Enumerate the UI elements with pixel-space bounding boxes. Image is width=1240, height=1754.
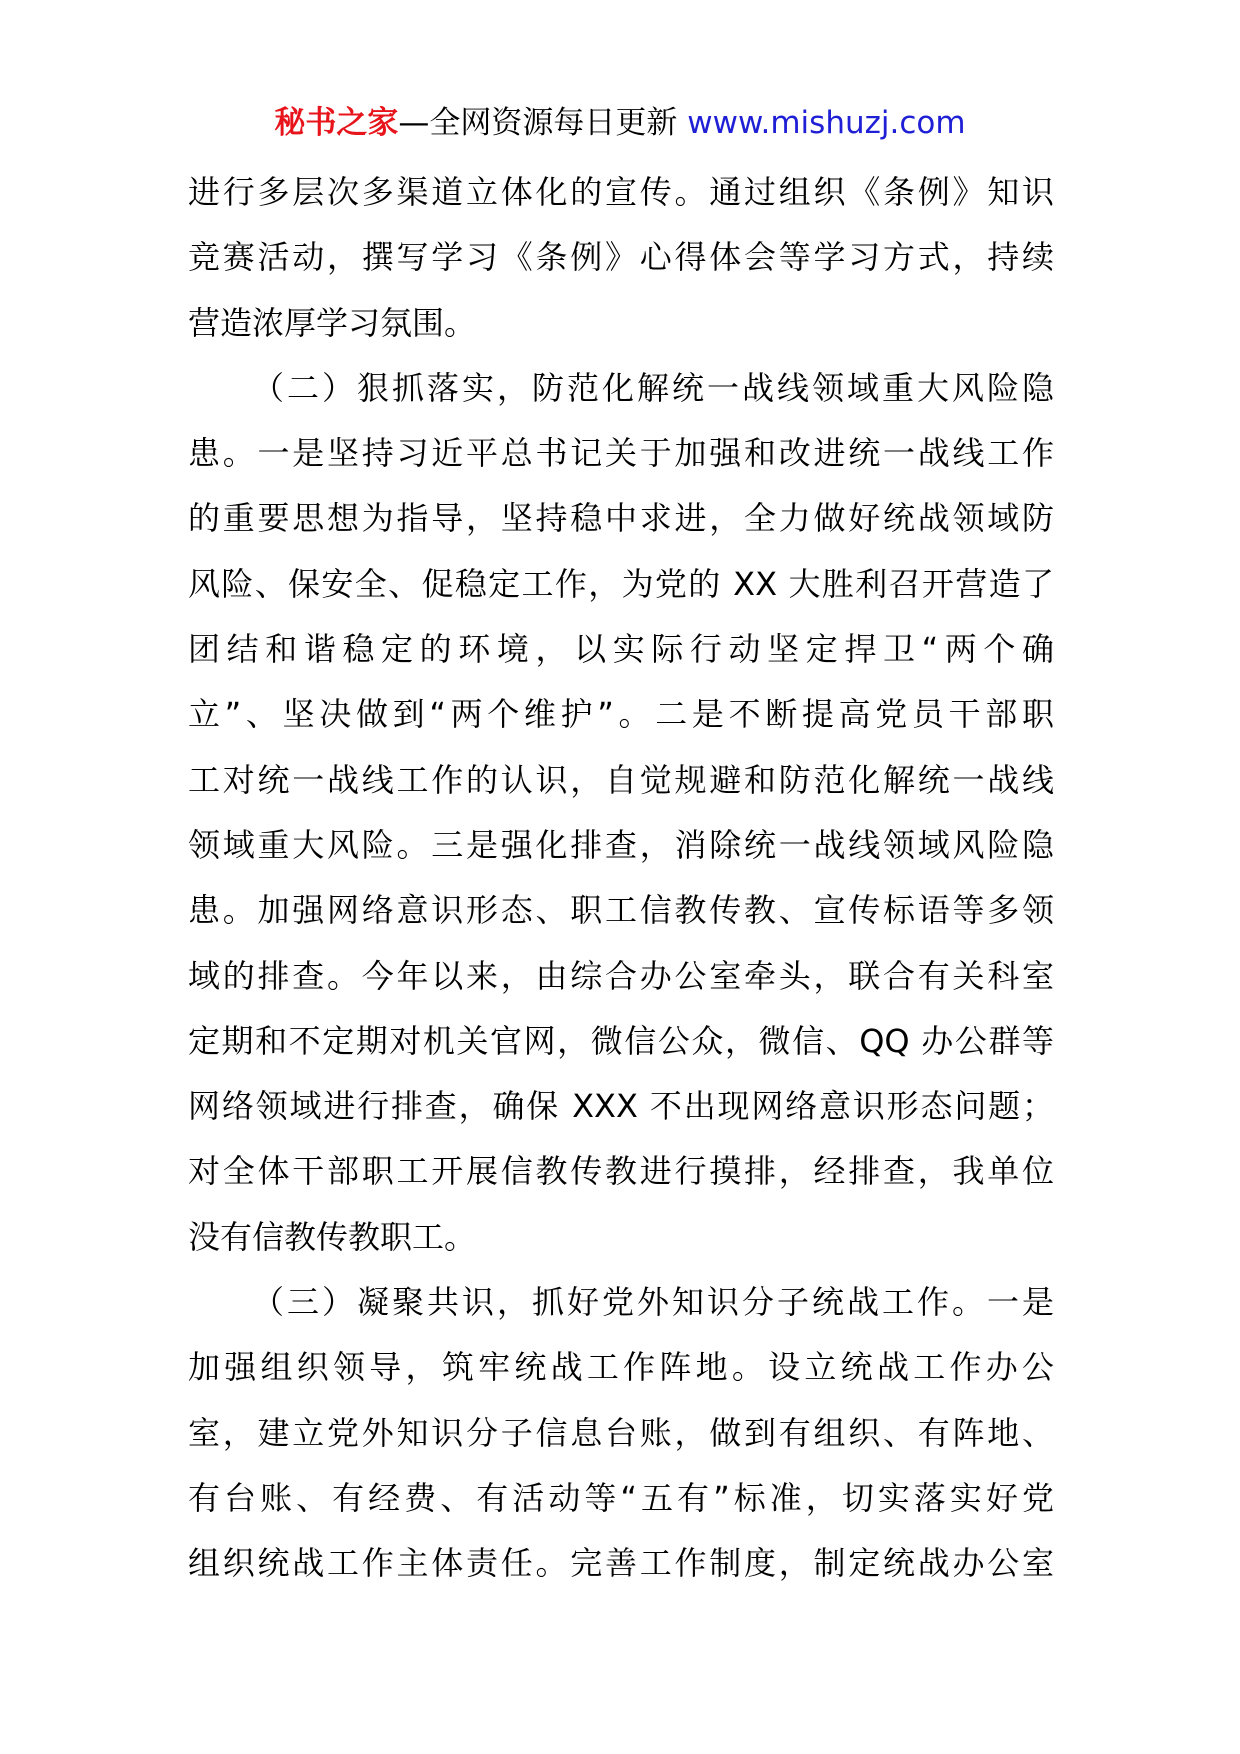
body-line: 的重要思想为指导，坚持稳中求进，全力做好统战领域防 (188, 499, 1054, 538)
body-line: 室，建立党外知识分子信息台账，做到有组织、有阵地、 (188, 1413, 1054, 1452)
body-line: 立”、坚决做到“两个维护”。二是不断提高党员干部职 (188, 695, 1054, 734)
body-line: 进行多层次多渠道立体化的宣传。通过组织《条例》知识 (188, 173, 1054, 211)
header-brand: 秘书之家 (274, 105, 399, 141)
site-header (0, 100, 1240, 146)
body-line: 有台账、有经费、有活动等“五有”标准，切实落实好党 (188, 1478, 1054, 1517)
body-line: 营造浓厚学习氛围。 (188, 303, 477, 342)
section-heading-line: （二）狠抓落实，防范化解统一战线领域重大风险隐 (252, 368, 1054, 407)
body-line: 患。一是坚持习近平总书记关于加强和改进统一战线工作 (188, 434, 1054, 473)
document-body (188, 160, 1054, 1597)
body-line: 组织统战工作主体责任。完善工作制度，制定统战办公室 (188, 1544, 1054, 1583)
header-url-link[interactable]: www.mishuzj.com (687, 105, 966, 141)
body-line: 团结和谐稳定的环境，以实际行动坚定捍卫“两个确 (188, 630, 1054, 669)
body-line: 领域重大风险。三是强化排查，消除统一战线领域风险隐 (188, 825, 1054, 864)
body-line: 风险、保安全、促稳定工作，为党的 XX 大胜利召开营造了 (188, 564, 1054, 603)
body-line: 对全体干部职工开展信教传教进行摸排，经排查，我单位 (188, 1152, 1054, 1191)
body-line: 竞赛活动，撰写学习《条例》心得体会等学习方式，持续 (188, 238, 1054, 277)
body-line: 患。加强网络意识形态、职工信教传教、宣传标语等多领 (188, 891, 1054, 930)
body-line: 工对统一战线工作的认识，自觉规避和防范化解统一战线 (188, 760, 1054, 799)
body-line: 没有信教传教职工。 (188, 1217, 477, 1256)
section-heading-line: （三）凝聚共识，抓好党外知识分子统战工作。一是 (252, 1283, 1054, 1322)
body-line: 网络领域进行排查，确保 XXX 不出现网络意识形态问题； (188, 1087, 1054, 1126)
body-line: 加强组织领导，筑牢统战工作阵地。设立统战工作办公 (188, 1348, 1054, 1387)
header-slogan: —全网资源每日更新 (398, 105, 678, 141)
body-line: 定期和不定期对机关官网，微信公众，微信、QQ 办公群等 (188, 1021, 1054, 1060)
body-line: 域的排查。今年以来，由综合办公室牵头，联合有关科室 (188, 956, 1054, 995)
